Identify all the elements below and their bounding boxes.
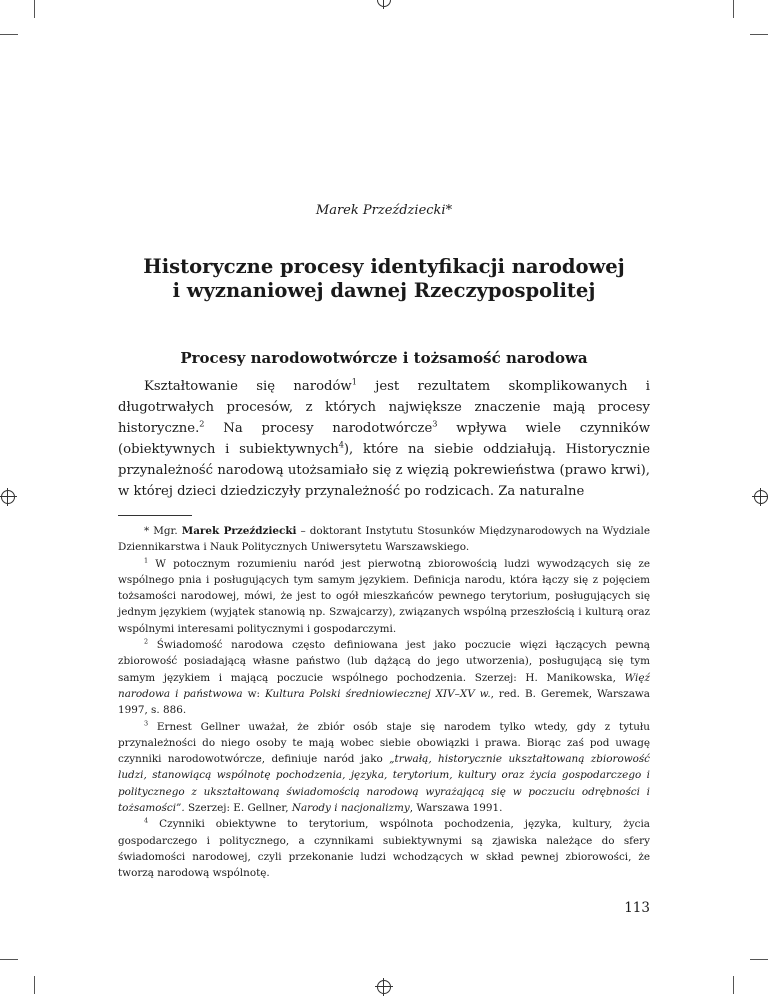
footnote-item: $^4$ Czynniki obiektywne to terytorium, wspólnota pochodzenia, języka, kultury, życia gospodarczego i politycznego, a czynnikami subiektywnymi są zjawiska należące do sfery świadomości narodowej, czyli przekonanie ludzi wchodzących w skład pewnej zbiorowości, że tworzą narodową wspólnotę. bbox=[118, 816, 650, 880]
registration-mark-top bbox=[375, 0, 393, 9]
crop-mark bbox=[0, 34, 18, 35]
crop-mark bbox=[733, 976, 734, 994]
crop-mark bbox=[750, 959, 768, 960]
crop-mark bbox=[750, 34, 768, 35]
footnote-ref: 1 bbox=[351, 376, 357, 387]
footnote-separator bbox=[118, 515, 192, 516]
crop-mark bbox=[34, 0, 35, 18]
title-line: i wyznaniowej dawnej Rzeczypospolitej bbox=[172, 279, 596, 302]
registration-mark-left bbox=[0, 488, 17, 506]
footnote-ref: 2 bbox=[199, 418, 205, 429]
footnote-item: $^2$ Świadomość narodowa często definiowana jest jako poczucie więzi łączących pewną zbiorowość posiadającą własne państwo (lub dążącą do jego utworzenia), posługującą się tym samym językiem i mającą poczucie wspólnego pochodzenia. Szerzej: H. Manikowska, Więź narodowa i państwowa w: Kultura Polski średniowiecznej XIV–XV w., red. B. Geremek, Warszawa 1997, s. 886. bbox=[118, 637, 650, 717]
title-line: Historyczne procesy identyfikacji narodowej bbox=[143, 255, 625, 278]
page-number: 113 bbox=[624, 900, 650, 916]
registration-mark-bottom bbox=[375, 978, 393, 996]
footnote-item: $^1$ W potocznym rozumieniu naród jest pierwotną zbiorowością ludzi wywodzących się ze wspólnego pnia i posługujących tym samym językiem. Definicja narodu, która łączy się z pojęciem tożsamości narodowej, mówi, że jest to ogół mieszkańców pewnego terytorium, posługujących się jednym językiem (wyjątek stanowią np. Szwajcarzy), związanych wspólną przeszłością i kulturą oraz wspólnymi interesami politycznymi i gospodarczymi. bbox=[118, 556, 650, 635]
crop-mark bbox=[0, 959, 18, 960]
section-heading: Procesy narodowotwórcze i tożsamość narodowa bbox=[180, 349, 588, 367]
body-paragraph: Kształtowanie się narodów$^1$ jest rezultatem skomplikowanych i długotrwałych procesów, z których największe znaczenie mają procesy historyczne.$^2$ Na procesy narodotwórcze$^3$ wpływa wiele czynników (obiektywnych i subiektywnych$^4$), które na siebie oddziałują. Historycznie przynależność narodową utożsamiało się z więzią pokrewieństwa (prawo krwi), w której dzieci dziedziczyły przynależność po rodzicach. Za naturalne bbox=[118, 376, 651, 499]
registration-mark-right bbox=[752, 488, 768, 506]
footnote-ref: 3 bbox=[432, 418, 438, 429]
crop-mark bbox=[34, 976, 35, 994]
article-title bbox=[118, 255, 650, 303]
author-name: Marek Przeździecki* bbox=[315, 203, 453, 218]
footnote-ref: 4 bbox=[338, 439, 344, 450]
footnotes bbox=[118, 523, 650, 882]
footnote-item: $^3$ Ernest Gellner uważał, że zbiór osób staje się narodem tylko wtedy, gdy z tytułu przynależności do niego osoby te mają wobec siebie obowiązki i prawa. Biorąc zaś pod uwagę czynniki narodowotwórcze, definiuje naród jako „trwałą, historycznie ukształtowaną zbiorowość ludzi, stanowiącą wspólnotę pochodzenia, języka, terytorium, kultury oraz życia gospodarczego i politycznego z ukształtowaną świadomością narodową wyrażającą się w poczuciu odrębności i tożsamości”. Szerzej: E. Gellner, Narody i nacjonalizmy, Warszawa 1991. bbox=[118, 719, 651, 815]
footnote-item: * Mgr. Marek Przeździecki – doktorant Instytutu Stosunków Międzynarodowych na Wydziale Dziennikarstwa i Nauk Politycznych Uniwersytetu Warszawskiego. bbox=[118, 525, 650, 554]
crop-mark bbox=[733, 0, 734, 18]
